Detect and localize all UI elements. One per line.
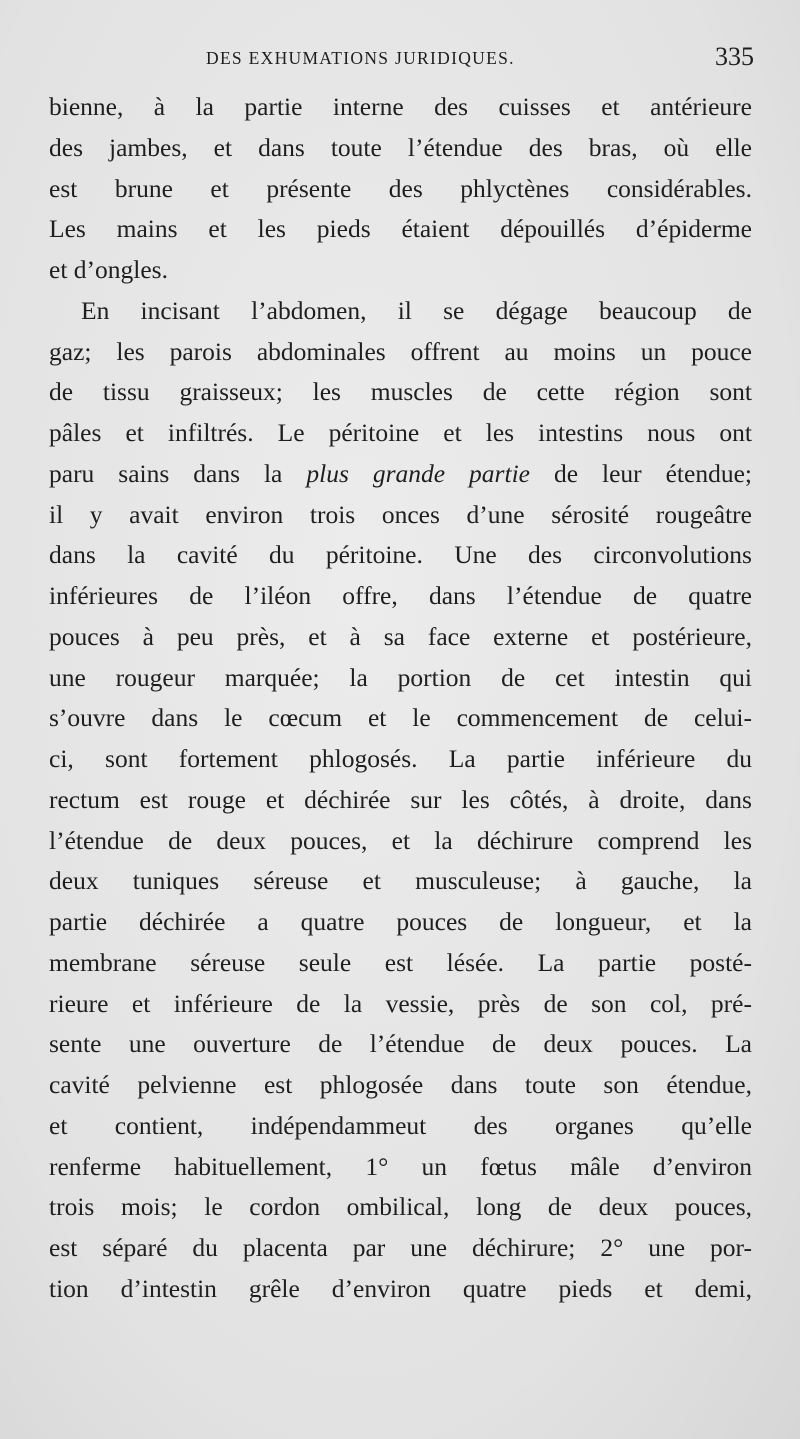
text-line-with-italic [49, 454, 752, 495]
text-line: Les mains et les pieds étaient dépouillés d’épiderme [49, 214, 752, 244]
text-line: il y avait environ trois onces d’une sérosité rougeâtre [49, 499, 752, 529]
text-line: renferme habituellement, 1° un fœtus mâle d’environ [49, 1151, 752, 1181]
text-line: de tissu graisseux; les muscles de cette région sont [49, 377, 752, 407]
text-line: l’étendue de deux pouces, et la déchirure comprend les [49, 825, 752, 855]
text-line: pâles et infiltrés. Le péritoine et les intestins nous ont [49, 418, 752, 447]
text-line: tion d’intestin grêle d’environ quatre pieds et demi, [49, 1273, 752, 1303]
text-line: est séparé du placenta par une déchirure; 2° une por- [49, 1233, 752, 1262]
text-line: dans la cavité du péritoine. Une des circonvolutions [49, 540, 752, 570]
text-line: partie déchirée a quatre pouces de longueur, et la [49, 907, 752, 936]
text-line: membrane séreuse seule est lésée. La partie posté- [49, 947, 752, 977]
text-line: et d’ongles. [49, 255, 168, 284]
italic-phrase: plus grande partie [306, 458, 530, 488]
text-line: trois mois; le cordon ombilical, long de deux pouces, [49, 1192, 752, 1222]
page-header [0, 44, 800, 78]
text-line: rectum est rouge et déchirée sur les côtés, à droite, dans [49, 784, 752, 814]
text-line: cavité pelvienne est phlogosée dans toute son étendue, [49, 1070, 752, 1099]
text-line: ci, sont fortement phlogosés. La partie inférieure du [49, 744, 752, 773]
text-line: une rougeur marquée; la portion de cet intestin qui [49, 662, 752, 692]
text-line: est brune et présente des phlyctènes considérables. [49, 173, 752, 203]
text-line: inférieures de l’iléon offre, dans l’étendue de quatre [49, 581, 752, 610]
text-line: bienne, à la partie interne des cuisses et antérieure [49, 92, 752, 121]
running-head: DES EXHUMATIONS JURIDIQUES. [206, 48, 515, 68]
paragraph-first-line: En incisant l’abdomen, il se dégage beaucoup de [81, 295, 752, 325]
text-segment: paru sains dans la [49, 458, 307, 488]
text-line: s’ouvre dans le cœcum et le commencement de celui- [49, 703, 752, 733]
text-line: pouces à peu près, et à sa face externe et postérieure, [49, 621, 752, 651]
page-number: 335 [715, 42, 754, 71]
text-segment: de leur étendue; [529, 458, 752, 488]
text-line: et contient, indépendammeut des organes qu’elle [49, 1110, 752, 1140]
text-line: gaz; les parois abdominales offrent au moins un pouce [49, 336, 752, 366]
text-line: deux tuniques séreuse et musculeuse; à gauche, la [49, 866, 752, 896]
body-text [49, 87, 752, 1310]
text-line: rieure et inférieure de la vessie, près de son col, pré- [49, 988, 752, 1018]
text-line: sente une ouverture de l’étendue de deux pouces. La [49, 1029, 752, 1059]
text-line: des jambes, et dans toute l’étendue des bras, où elle [49, 132, 752, 162]
